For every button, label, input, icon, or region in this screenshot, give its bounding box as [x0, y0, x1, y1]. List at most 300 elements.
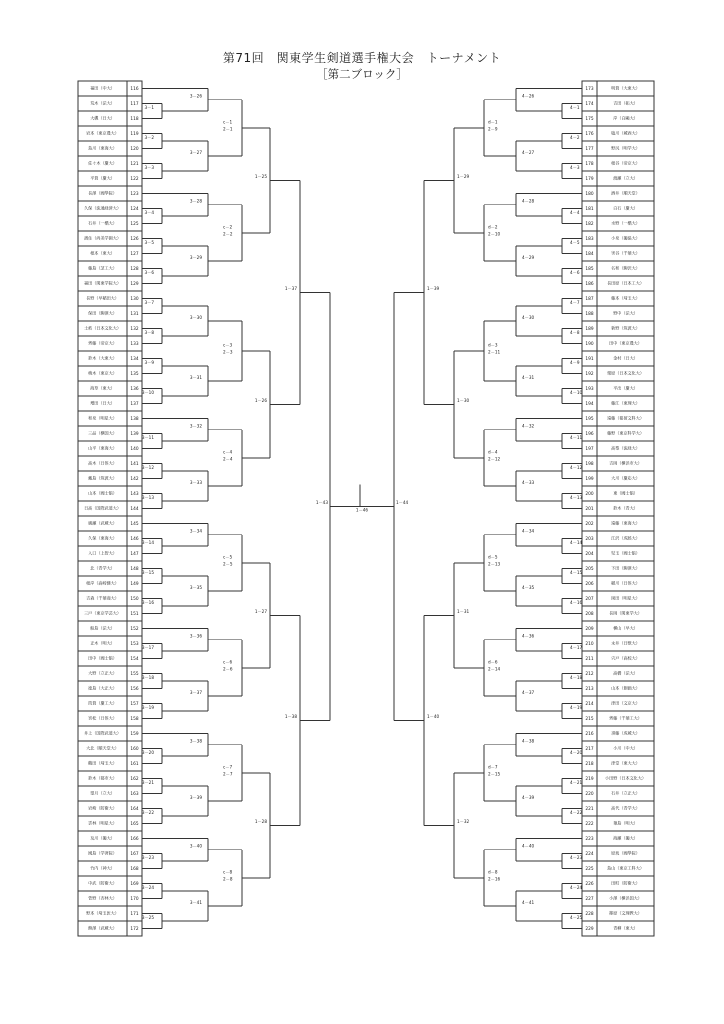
- player-number: 150: [130, 597, 139, 602]
- r3-match-label: c－1: [223, 119, 233, 125]
- player-number: 195: [585, 417, 594, 422]
- player-name: 鈴木（青大）: [613, 505, 638, 511]
- player-name: 小泉（獨協大）: [611, 235, 640, 241]
- r3-match-label: 2－12: [488, 456, 501, 462]
- player-number: 208: [585, 612, 594, 617]
- player-number: 218: [585, 762, 594, 767]
- r1-match-label: 4－11: [570, 434, 583, 440]
- r2-match-label: 4－41: [522, 899, 535, 905]
- player-number: 229: [585, 927, 594, 932]
- r3-match-label: 2－11: [488, 349, 501, 355]
- r1-match-label: 3－20: [141, 749, 154, 755]
- r1-match-label: 3－17: [141, 644, 154, 650]
- player-number: 225: [585, 867, 594, 872]
- player-name: 稲川（日体大）: [611, 580, 640, 586]
- r3-match-label: d－2: [488, 224, 498, 230]
- player-name: 井上（国際武道大）: [84, 730, 121, 736]
- player-name: 齊藤（帝京大）: [88, 340, 117, 346]
- r1-match-label: 3－16: [141, 599, 154, 605]
- r2-match-label: 4－40: [522, 843, 535, 849]
- player-number: 179: [585, 177, 594, 182]
- player-number: 127: [130, 252, 139, 257]
- player-name: 津田（文京大）: [611, 700, 640, 706]
- player-name: 久保（流通経済大）: [84, 205, 121, 211]
- player-number: 147: [130, 552, 139, 557]
- r4-match-label: 1－25: [254, 174, 267, 180]
- r1-match-label: 3－22: [141, 809, 154, 815]
- player-name: 金村（日大）: [613, 355, 638, 361]
- r3-match-label: 2－10: [488, 231, 501, 237]
- player-name: 石井（一橋大）: [88, 220, 117, 226]
- r3-match-label: 2－15: [488, 771, 501, 777]
- r4-match-label: 1－31: [457, 609, 470, 615]
- r4-match-label: 1－27: [254, 609, 267, 615]
- player-name: 筒賀（慶工大）: [88, 700, 117, 706]
- r2-match-label: 4－33: [522, 479, 535, 485]
- player-number: 224: [585, 852, 594, 857]
- r1-match-label: 4－25: [570, 914, 583, 920]
- player-number: 117: [130, 102, 139, 107]
- player-name: 明賀（大東大）: [611, 85, 640, 91]
- player-number: 151: [130, 612, 139, 617]
- player-number: 166: [130, 837, 139, 842]
- player-number: 155: [130, 672, 139, 677]
- player-number: 165: [130, 822, 139, 827]
- player-number: 190: [585, 342, 594, 347]
- player-number: 148: [130, 567, 139, 572]
- player-number: 204: [585, 552, 594, 557]
- player-number: 171: [130, 912, 139, 917]
- player-name: 原坂（國學院）: [611, 850, 640, 856]
- r4-match-label: 1－32: [457, 819, 470, 825]
- r2-match-label: 3－28: [189, 198, 202, 204]
- r1-match-label: 3－1: [144, 104, 154, 110]
- player-name: 栗原（日本文化大）: [607, 370, 644, 376]
- player-number: 198: [585, 462, 594, 467]
- r1-match-label: 4－5: [570, 239, 580, 245]
- player-number: 201: [585, 507, 594, 512]
- player-number: 219: [585, 777, 594, 782]
- player-name: 長野（早稲田大）: [86, 295, 119, 301]
- r1-match-label: 3－9: [144, 359, 154, 365]
- player-name: 福田（中大）: [90, 85, 115, 91]
- r2-match-label: 4－32: [522, 423, 535, 429]
- player-name: 小川（中大）: [613, 745, 638, 751]
- player-number: 139: [130, 432, 139, 437]
- player-name: 望月（立大）: [90, 790, 115, 796]
- r3-match-label: c－8: [223, 869, 233, 875]
- player-number: 146: [130, 537, 139, 542]
- r1-match-label: 3－2: [144, 134, 154, 140]
- r1-match-label: 3－19: [141, 704, 154, 710]
- player-number: 123: [130, 192, 139, 197]
- player-name: 児玉（國士舘）: [611, 550, 640, 556]
- player-number: 164: [130, 807, 139, 812]
- player-number: 121: [130, 162, 139, 167]
- r1-match-label: 4－20: [570, 749, 583, 755]
- r1-match-label: 3－4: [144, 209, 154, 215]
- player-name: 根谷（帝京大）: [611, 160, 640, 166]
- player-name: 鈴木（大東大）: [88, 355, 117, 361]
- player-number: 167: [130, 852, 139, 857]
- player-number: 172: [130, 927, 139, 932]
- r1-match-label: 3－14: [141, 539, 154, 545]
- player-name: 白石（慶大）: [613, 205, 638, 211]
- player-name: 須藤（成城大）: [611, 730, 640, 736]
- player-name: 水野（一橋大）: [611, 220, 640, 226]
- player-name: 葉島（明大）: [613, 820, 638, 826]
- player-name: 石井（立正大）: [611, 790, 640, 796]
- player-number: 125: [130, 222, 139, 227]
- player-name: 酒井（順天堂）: [611, 190, 640, 196]
- r3-match-label: c－2: [223, 224, 233, 230]
- r1-match-label: 3－25: [141, 914, 154, 920]
- player-number: 136: [130, 387, 139, 392]
- r1-match-label: 3－7: [144, 299, 154, 305]
- player-name: 大槻（日大）: [90, 115, 115, 121]
- player-number: 210: [585, 642, 594, 647]
- r1-match-label: 4－23: [570, 854, 583, 860]
- r3-match-label: 2－2: [223, 231, 233, 237]
- player-number: 199: [585, 477, 594, 482]
- player-number: 191: [585, 357, 594, 362]
- player-name: 三戸（東京学芸大）: [84, 610, 121, 616]
- r2-match-label: 3－34: [189, 528, 202, 534]
- player-name: 長岡（関東学大）: [609, 610, 642, 616]
- r2-match-label: 4－29: [522, 254, 535, 260]
- r1-match-label: 3－11: [141, 434, 154, 440]
- player-name: 実谷（千葉大）: [611, 250, 640, 256]
- player-name: 山本（創価大）: [611, 685, 640, 691]
- r3-match-label: 2－5: [223, 561, 233, 567]
- r2-match-label: 3－32: [189, 423, 202, 429]
- player-name: 高梨（流経大）: [611, 445, 640, 451]
- r2-match-label: 3－31: [189, 374, 202, 380]
- player-name: 塩川（城西大）: [611, 130, 640, 136]
- player-name: 梅木（東京大）: [88, 370, 117, 376]
- player-number: 183: [585, 237, 594, 242]
- player-number: 137: [130, 402, 139, 407]
- player-name: 根本（東大）: [90, 250, 115, 256]
- player-name: 東（國士舘）: [613, 490, 638, 496]
- r3-match-label: d－7: [488, 764, 498, 770]
- r3-match-label: 2－3: [223, 349, 233, 355]
- player-name: 遠藤（都留文科大）: [607, 415, 644, 421]
- player-name: 平出（慶大）: [613, 385, 638, 391]
- r5-match-label: 1－39: [427, 286, 440, 292]
- r1-match-label: 4－10: [570, 389, 583, 395]
- player-name: 吉森（千葉商大）: [86, 595, 119, 601]
- player-number: 159: [130, 732, 139, 737]
- player-number: 153: [130, 642, 139, 647]
- player-number: 193: [585, 387, 594, 392]
- r2-match-label: 3－33: [189, 479, 202, 485]
- player-name: 久保（東海大）: [88, 535, 117, 541]
- r1-match-label: 3－13: [141, 494, 154, 500]
- player-number: 149: [130, 582, 139, 587]
- player-number: 217: [585, 747, 594, 752]
- player-name: 齊藤（千葉工大）: [609, 715, 642, 721]
- r1-match-label: 3－15: [141, 569, 154, 575]
- player-name: 宮松（日体大）: [88, 715, 117, 721]
- player-number: 168: [130, 867, 139, 872]
- player-name: 和泉（明星大）: [88, 415, 117, 421]
- player-name: 及川（獨大）: [90, 835, 115, 841]
- player-number: 132: [130, 327, 139, 332]
- player-name: 熊澤（武蔵大）: [88, 925, 117, 931]
- player-name: 菅野（杏林大）: [88, 895, 117, 901]
- r1-match-label: 3－23: [141, 854, 154, 860]
- player-name: 宍戸（高校大）: [611, 655, 640, 661]
- r4-match-label: 1－26: [254, 398, 267, 404]
- r1-match-label: 4－17: [570, 644, 583, 650]
- player-name: 遠藤（東海大）: [611, 520, 640, 526]
- player-name: 岩崎（防衛大）: [88, 805, 117, 811]
- player-name: 藏島（筑波大）: [88, 475, 117, 481]
- r1-match-label: 4－4: [570, 209, 580, 215]
- player-name: 野本（埼玉医大）: [86, 910, 119, 916]
- player-name: 佐々木（慶大）: [88, 160, 117, 166]
- player-name: 増田（日大）: [90, 400, 115, 406]
- r4-match-label: 1－29: [457, 174, 470, 180]
- player-name: 島川（東海大）: [88, 145, 117, 151]
- player-number: 186: [585, 282, 594, 287]
- r1-match-label: 3－12: [141, 464, 154, 470]
- player-name: 小田野（日本文化大）: [605, 775, 646, 781]
- player-name: 鶴田（埼玉大）: [88, 760, 117, 766]
- r2-match-label: 4－27: [522, 149, 535, 155]
- r1-match-label: 4－12: [570, 464, 583, 470]
- player-name: 大川（慶応大）: [611, 475, 640, 481]
- r3-match-label: 2－8: [223, 876, 233, 882]
- player-number: 156: [130, 687, 139, 692]
- r2-match-label: 3－30: [189, 314, 202, 320]
- player-name: 藤本（埼玉大）: [611, 295, 640, 301]
- r1-match-label: 3－18: [141, 674, 154, 680]
- r2-match-label: 3－39: [189, 794, 202, 800]
- player-name: 田中（國士舘）: [88, 655, 117, 661]
- player-number: 145: [130, 522, 139, 527]
- player-number: 187: [585, 297, 594, 302]
- player-number: 129: [130, 282, 139, 287]
- player-number: 228: [585, 912, 594, 917]
- player-number: 226: [585, 882, 594, 887]
- player-name: 名和（駒沢大）: [611, 265, 640, 271]
- r1-match-label: 4－7: [570, 299, 580, 305]
- player-number: 206: [585, 582, 594, 587]
- player-name: 保田（駒澤大）: [88, 310, 117, 316]
- r1-match-label: 4－16: [570, 599, 583, 605]
- player-name: 江沢（成蹊大）: [611, 535, 640, 541]
- player-number: 192: [585, 372, 594, 377]
- r1-match-label: 3－21: [141, 779, 154, 785]
- player-number: 202: [585, 522, 594, 527]
- player-number: 122: [130, 177, 139, 182]
- player-name: 野尻（明学大）: [611, 145, 640, 151]
- player-name: 國島（学習院）: [88, 850, 117, 856]
- r4-match-label: 1－30: [457, 398, 470, 404]
- player-number: 213: [585, 687, 594, 692]
- player-number: 135: [130, 372, 139, 377]
- player-name: 土岐（日本文化大）: [84, 325, 121, 331]
- player-number: 142: [130, 477, 139, 482]
- r1-match-label: 4－3: [570, 164, 580, 170]
- r2-match-label: 3－26: [189, 93, 202, 99]
- r1-match-label: 4－2: [570, 134, 580, 140]
- r1-match-label: 4－8: [570, 329, 580, 335]
- r3-match-label: 2－13: [488, 561, 501, 567]
- player-name: 廣瀬（武蔵大）: [88, 520, 117, 526]
- r2-match-label: 3－41: [189, 899, 202, 905]
- player-name: 野中（法大）: [613, 310, 638, 316]
- player-name: 入口（上智大）: [88, 550, 117, 556]
- player-name: 船島（法大）: [90, 625, 115, 631]
- r3-match-label: 2－6: [223, 666, 233, 672]
- player-name: 高橋（法大）: [613, 670, 638, 676]
- player-number: 133: [130, 342, 139, 347]
- player-number: 124: [130, 207, 139, 212]
- player-number: 188: [585, 312, 594, 317]
- player-number: 141: [130, 462, 139, 467]
- player-name: 大北（順天堂大）: [86, 745, 119, 751]
- player-number: 157: [130, 702, 139, 707]
- block-subtitle: ［第二ブロック］: [316, 67, 408, 81]
- player-number: 128: [130, 267, 139, 272]
- player-number: 143: [130, 492, 139, 497]
- r1-match-label: 4－13: [570, 494, 583, 500]
- player-name: 小澤（横浜国大）: [609, 895, 642, 901]
- player-number: 162: [130, 777, 139, 782]
- r3-match-label: c－3: [223, 342, 233, 348]
- r1-match-label: 4－14: [570, 539, 583, 545]
- player-name: 中武（防衛大）: [88, 880, 117, 886]
- player-number: 140: [130, 447, 139, 452]
- player-number: 184: [585, 252, 594, 257]
- player-name: 岸（白鷗大）: [613, 115, 638, 121]
- player-name: 大野（立正大）: [88, 670, 117, 676]
- r3-match-label: d－6: [488, 659, 498, 665]
- player-number: 185: [585, 267, 594, 272]
- player-name: 長田原（日本工大）: [607, 280, 644, 286]
- player-number: 138: [130, 417, 139, 422]
- player-number: 160: [130, 747, 139, 752]
- player-name: 日高（国際武道大）: [84, 505, 121, 511]
- r3-match-label: d－8: [488, 869, 498, 875]
- r2-match-label: 3－38: [189, 738, 202, 744]
- r1-match-label: 4－19: [570, 704, 583, 710]
- player-name: 山本（國士舘）: [88, 490, 117, 496]
- player-name: 横山（早大）: [613, 625, 638, 631]
- r1-match-label: 4－1: [570, 104, 580, 110]
- r1-match-label: 3－10: [141, 389, 154, 395]
- player-number: 189: [585, 327, 594, 332]
- player-name: 北（青学大）: [90, 565, 115, 571]
- r1-match-label: 4－24: [570, 884, 583, 890]
- r3-match-label: c－5: [223, 554, 233, 560]
- semifinal-label: 1－44: [396, 500, 409, 506]
- player-name: 島山（東京工科大）: [607, 865, 644, 871]
- player-number: 134: [130, 357, 139, 362]
- player-number: 205: [585, 567, 594, 572]
- player-number: 130: [130, 297, 139, 302]
- r3-match-label: d－4: [488, 449, 498, 455]
- player-number: 169: [130, 882, 139, 887]
- r3-match-label: 2－7: [223, 771, 233, 777]
- r3-match-label: 2－4: [223, 456, 233, 462]
- player-number: 216: [585, 732, 594, 737]
- r5-match-label: 1－38: [284, 714, 297, 720]
- player-name: 吉田（拓大）: [613, 100, 638, 106]
- r1-match-label: 4－9: [570, 359, 580, 365]
- r1-match-label: 3－8: [144, 329, 154, 335]
- r5-match-label: 1－37: [284, 286, 297, 292]
- player-number: 207: [585, 597, 594, 602]
- player-name: 鈴木（都市大）: [88, 775, 117, 781]
- r2-match-label: 4－39: [522, 794, 535, 800]
- player-number: 175: [585, 117, 594, 122]
- player-number: 120: [130, 147, 139, 152]
- player-number: 209: [585, 627, 594, 632]
- player-number: 154: [130, 657, 139, 662]
- r1-match-label: 4－6: [570, 269, 580, 275]
- player-name: 平賀（慶大）: [90, 175, 115, 181]
- player-number: 197: [585, 447, 594, 452]
- player-name: 山平（東海大）: [88, 445, 117, 451]
- r2-match-label: 3－27: [189, 149, 202, 155]
- player-name: 吉岡（横浜市大）: [609, 460, 642, 466]
- player-number: 116: [130, 87, 139, 92]
- final-match-label: 1－46: [355, 507, 369, 513]
- r2-match-label: 3－29: [189, 254, 202, 260]
- player-number: 158: [130, 717, 139, 722]
- player-name: 根岸（高崎健大）: [86, 580, 119, 586]
- player-number: 180: [585, 192, 594, 197]
- r3-match-label: c－6: [223, 659, 233, 665]
- player-number: 181: [585, 207, 594, 212]
- r2-match-label: 4－28: [522, 198, 535, 204]
- player-name: 荒木（法大）: [90, 100, 115, 106]
- player-number: 221: [585, 807, 594, 812]
- player-number: 214: [585, 702, 594, 707]
- player-number: 211: [585, 657, 594, 662]
- player-number: 200: [585, 492, 594, 497]
- r1-match-label: 4－15: [570, 569, 583, 575]
- r1-match-label: 3－24: [141, 884, 154, 890]
- player-name: 雲林（明星大）: [88, 820, 117, 826]
- r3-match-label: d－3: [488, 342, 498, 348]
- r1-match-label: 3－6: [144, 269, 154, 275]
- player-number: 182: [585, 222, 594, 227]
- player-number: 173: [585, 87, 594, 92]
- player-name: 正木（明大）: [90, 640, 115, 646]
- r1-match-label: 4－18: [570, 674, 583, 680]
- player-name: 藤島（芝工大）: [88, 265, 117, 271]
- player-number: 212: [585, 672, 594, 677]
- r2-match-label: 3－35: [189, 584, 202, 590]
- r3-match-label: d－5: [488, 554, 498, 560]
- r2-match-label: 4－36: [522, 633, 535, 639]
- player-name: 福田（関東学院大）: [84, 280, 121, 286]
- r3-match-label: c－7: [223, 764, 233, 770]
- player-number: 126: [130, 237, 139, 242]
- player-number: 220: [585, 792, 594, 797]
- r1-match-label: 4－21: [570, 779, 583, 785]
- r3-match-label: d－1: [488, 119, 498, 125]
- r1-match-label: 3－3: [144, 164, 154, 170]
- player-number: 215: [585, 717, 594, 722]
- player-number: 119: [130, 132, 139, 137]
- r2-match-label: 3－40: [189, 843, 202, 849]
